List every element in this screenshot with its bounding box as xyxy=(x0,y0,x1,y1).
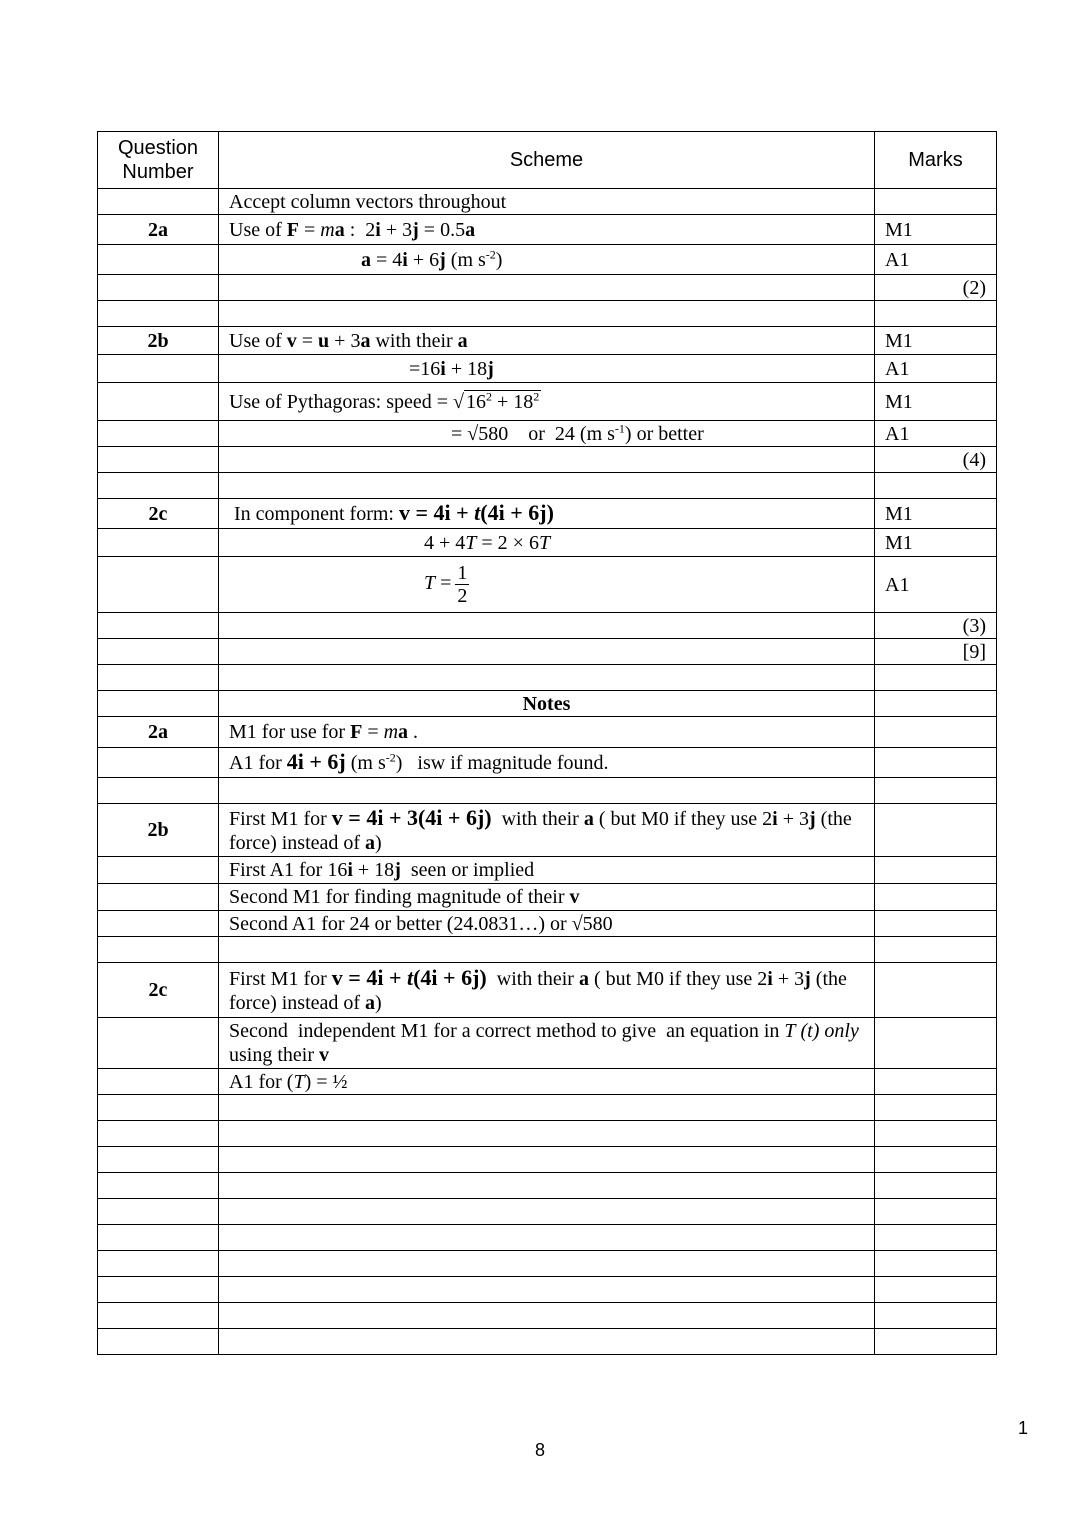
q2b-line4: = √580 or 24 (m $s^{-1}$) or better xyxy=(219,421,875,447)
table-row xyxy=(98,421,997,447)
table-row xyxy=(98,911,997,937)
mark: M1 xyxy=(875,215,997,245)
header-marks: Marks xyxy=(875,132,997,189)
note-2b-4: Second A1 for 24 or better (24.0831…) or √580 xyxy=(219,911,875,937)
table-row xyxy=(98,665,997,691)
table-row xyxy=(98,301,997,327)
table-row xyxy=(98,613,997,639)
header-scheme: Scheme xyxy=(219,132,875,189)
table-row xyxy=(98,473,997,499)
note-2c-2: Second independent M1 for a correct method to give an equation in T (t) only using their v xyxy=(219,1018,875,1069)
mark: M1 xyxy=(875,529,997,557)
table-row xyxy=(98,275,997,301)
mark: M1 xyxy=(875,327,997,355)
note-2a-2: A1 for 4i + 6j (m $s^{-2}$) isw if magnitude found. xyxy=(219,748,875,778)
table-row xyxy=(98,447,997,473)
table-row xyxy=(98,189,997,215)
q2b-total: (4) xyxy=(875,447,997,473)
table-row xyxy=(98,804,997,857)
q2a-formula: F = ma : 2i + 3j = 0.5a xyxy=(286,218,476,241)
mark: M1 xyxy=(875,499,997,529)
table-row xyxy=(98,691,997,717)
table-row xyxy=(98,884,997,911)
corner-number: 1 xyxy=(1017,1418,1028,1438)
header-row xyxy=(98,132,997,189)
table-row xyxy=(98,245,997,275)
mark: M1 xyxy=(875,383,997,421)
table-row xyxy=(98,963,997,1018)
note-2b-2: First A1 for 16i + 18j seen or implied xyxy=(219,857,875,884)
q2b-line3: Use of Pythagoras: speed = √ $16^2 + 18^2$ xyxy=(219,383,875,421)
grand-total: [9] xyxy=(875,639,997,665)
mark: A1 xyxy=(875,557,997,613)
notes-heading: Notes xyxy=(219,691,875,717)
page-number: 8 xyxy=(534,1440,545,1460)
question-2c-label: 2c xyxy=(98,499,219,529)
q2b-line2: =16i + 18j xyxy=(219,355,875,383)
table-row xyxy=(98,748,997,778)
general-note: Accept column vectors throughout xyxy=(219,189,875,215)
question-2b-label: 2b xyxy=(98,327,219,355)
table-row xyxy=(98,937,997,963)
notes-2b-label: 2b xyxy=(98,804,219,857)
table-row xyxy=(98,327,997,355)
table-row xyxy=(98,639,997,665)
q2a-total: (2) xyxy=(875,275,997,301)
q2a-line2: a = 4i + 6j (m $s^{-2}$) xyxy=(219,245,875,275)
mark: A1 xyxy=(875,355,997,383)
table-row xyxy=(98,215,997,245)
table-row xyxy=(98,383,997,421)
mark: A1 xyxy=(875,421,997,447)
mark-scheme-table xyxy=(97,131,997,1355)
header-question-number: Question Number xyxy=(98,132,219,189)
q2c-line3: T = $\frac{1}{2}$ xyxy=(219,557,875,613)
table-row xyxy=(98,857,997,884)
mark: A1 xyxy=(875,245,997,275)
q2a-line1: Use of F = ma : 2i + 3j = 0.5a xyxy=(219,215,875,245)
table-row xyxy=(98,529,997,557)
table-row xyxy=(98,1069,997,1095)
note-2c-3: A1 for (T) = ½ xyxy=(219,1069,875,1095)
note-2b-1: First M1 for v = 4i + 3(4i + 6j) with their a ( but M0 if they use 2i + 3j (the force) instead of a) xyxy=(219,804,875,857)
table-row xyxy=(98,1018,997,1069)
note-2c-1: First M1 for v = 4i + t(4i + 6j) with their a ( but M0 if they use 2i + 3j (the force) instead of a) xyxy=(219,963,875,1018)
question-2a-label: 2a xyxy=(98,215,219,245)
table-row xyxy=(98,717,997,748)
q2c-total: (3) xyxy=(875,613,997,639)
table-row xyxy=(98,499,997,529)
q2b-line1: Use of v = u + 3a with their a xyxy=(219,327,875,355)
table-row xyxy=(98,557,997,613)
note-2b-3: Second M1 for finding magnitude of their v xyxy=(219,884,875,911)
notes-2a-label: 2a xyxy=(98,717,219,748)
table-row xyxy=(98,355,997,383)
q2c-line2: 4 + 4T = 2 × 6T xyxy=(219,529,875,557)
table-row xyxy=(98,778,997,804)
note-2a-1: M1 for use for F = ma . xyxy=(219,717,875,748)
q2c-line1: In component form: v = 4i + t(4i + 6j) xyxy=(219,499,875,529)
notes-2c-label: 2c xyxy=(98,963,219,1018)
